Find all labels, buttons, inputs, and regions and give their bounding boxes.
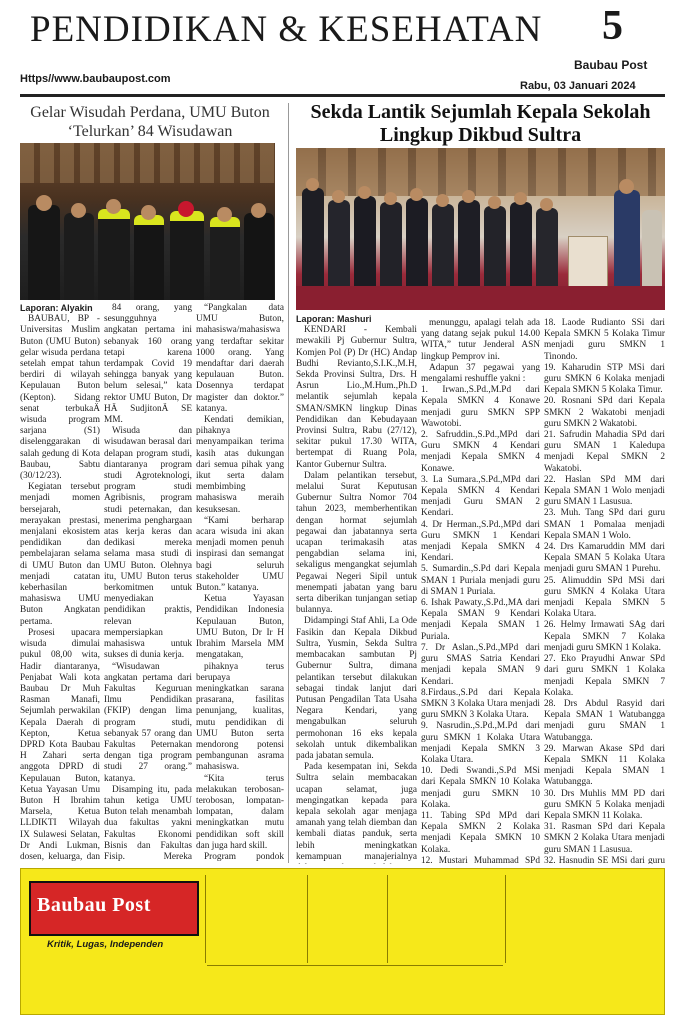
right-article-col-1 xyxy=(296,314,417,864)
right-article-col-3 xyxy=(544,318,665,864)
paragraph: Program pondok xyxy=(204,851,284,862)
paragraph: Disamping itu, pada tahun ketiga UMU Buton telah menambah dua fakultas yakni Fakultas Ekonomi Bisnis dan Fakultas Fisip. Mereka xyxy=(104,784,192,862)
list-item: 23. Muh. Tang SPd dari guru SMAN 1 Pomalaa menjadi Kepala SMAN 1 Wolo. xyxy=(544,508,665,541)
list-item: 9. Nasrudin.,S.Pd.,M.Pd dari guru SMKN 1 Kolaka Utara menjadi Kepala SMKN 3 Kolaka Utara. xyxy=(421,721,540,765)
paragraph: “Kami berharap acara wisuda ini akan menjadi momen penuh inspirasi dan semangat bagi seluruh stakeholder UMU Buton.” katanya. xyxy=(196,515,284,594)
section-title: PENDIDIKAN & KESEHATAN xyxy=(30,9,543,50)
paragraph: Adapun 37 pegawai yang mengalami reshuffle yakni : xyxy=(421,362,540,385)
list-item: 2. Safruddin.,S.Pd.,MPd dari Guru SMKN 4 Kendari menjadi Kepala SMKN 4 Konawe. xyxy=(421,430,540,474)
right-article-col-2 xyxy=(421,318,540,864)
divider xyxy=(505,875,506,963)
list-item: 32. Hasnudin SE MSi dari guru xyxy=(544,855,665,864)
left-article-col-2 xyxy=(104,303,192,863)
list-item: 20. Rosnani SPd dari Kepala SMKN 2 Wakatobi menjadi guru SMKN 2 Wakatobi. xyxy=(544,396,665,429)
list-item: 12. Mustari Muhammad SPd xyxy=(421,855,540,864)
paragraph: Wisuda dan wisudawan berasal dari delapan program studi, diantaranya program studi Agroteknologi, program studi Agribisnis, program studi peternakan, dan menerima penghargaan atas kerja keras dan dedikasi mereka selama masa studi di UMU Buton. Olehnya itu, UMU Buton terus berkomitmen untuk menyediakan pendidikan praktis, relevan mempersiapkan mahasiswa untuk sukses di dunia kerja. xyxy=(104,426,192,661)
list-item: 21. Safrudin Mahadia SPd dari guru SMAN 1 Kaledupa menjadi Kepal SMKN 2 Wakatobi. xyxy=(544,430,665,474)
paragraph: Pada kesempatan ini, Sekda Sultra selain membacakan ucapan selamat, juga mengingatkan kepada para kepala sekolah agar menjaga amanah yang telah diemban dan kembali diatas panduk, serta lebih meningkatkan kemampuan manajerialnya xyxy=(296,762,417,862)
right-headline: Sekda Lantik Sejumlah Kepala Sekolah Lingkup Dikbud Sultra xyxy=(310,101,651,146)
paragraph: “Pangkalan data UMU Buton, mahasiswa/mahasiswa yang terdaftar sekitar 1000 orang. Yang mendaftar dari daerah kepulauan Buton. Dosennya terdapat magister dan doktor.” katanya. xyxy=(196,303,284,414)
left-byline: Laporan: Alyakin xyxy=(20,303,93,313)
right-byline: Laporan: Mashuri xyxy=(296,314,372,324)
list-item: 1. Irwan.,S.Pd.,M.Pd dari Kepala SMKN 4 Konawe menjadi guru SMKN SPP Wawotobi. xyxy=(421,385,540,429)
list-item: 18. Laode Rudianto SSi dari Kepala SMKN 5 Kolaka Timur menjadi guru SMKN 1 Tinondo. xyxy=(544,318,665,362)
logo-text: Baubau Post xyxy=(37,894,151,916)
list-item: 11. Tabing SPd MPd dari Kepala SMKN 2 Kolaka menjadi Kepala SMKN 10 Kolaka. xyxy=(421,810,540,855)
list-item: 5. Sumardin.,S.Pd dari Kepala SMAN 1 Puriala menjadi guru di SMAN 1 Puriala. xyxy=(421,564,540,597)
masthead xyxy=(0,0,675,100)
divider xyxy=(205,875,206,963)
address-bar xyxy=(207,965,503,1009)
inauguration-photo xyxy=(296,148,665,310)
list-item: 29. Marwan Akase SPd dari Kepala SMKN 11 Kolaka menjadi Kepala SMAN 1 Watubangga. xyxy=(544,743,665,788)
paragraph: Prosesi upacara wisuda dimulai pukul 08,00 wita, Hadir diantaranya, Penjabat Wali kota Baubau Dr Muh Rasman Manafi, Sejumlah perwakilan Kepala Daerah di Kepton, Ketua DPRD Kota Baubau H Zahari serta anggota DPRD di Kepulauan Buton, Ketua Yayasan Umu Buton H Ibrahim Marsela, Ketua LLDIKTI Wilayah IX Sulawesi Selatan, Dr Andi Lukman, dosen, keluarga, dan xyxy=(20,627,100,862)
list-item: 22. Haslan SPd MM dari Kepala SMAN 1 Wolo menjadi guru SMAN 1 Lasusua. xyxy=(544,474,665,508)
podium xyxy=(568,236,608,292)
list-item: 28. Drs Abdul Rasyid dari Kepala SMAN 1 Watubangga menjadi guru SMAN 1 Watubangga. xyxy=(544,698,665,743)
paragraph: Kendati demikian, pihaknya menyampaikan terima kasih atas dukungan dari semua pihak yang ikut serta dalam membimbing mahasiswa meraih kesuksesan. xyxy=(196,415,284,515)
list-item: 24. Drs Kamaruddin MM dari Kepala SMAN 5 Kolaka Utara menjadi guru SMAN 1 Purehu. xyxy=(544,542,665,575)
paragraph: 84 orang, yang sesungguhnya angkatan pertama ini sebanyak 160 orang tetapi karena terdampak Covid 19 sehingga banyak yang belum selesai,” kata rektor UMU Buton, Dr HÄ SudjitonÄ SE MM. xyxy=(104,303,192,426)
paragraph: “Wisudawan angkatan pertama dari Fakultas Keguruan Ilmu Pendidikan (FKIP) dengan lima program studi, sebanyak 57 orang dan Fakultas Peternakan dengan tiga program studi 27 orang.” katanya. xyxy=(104,661,192,784)
graduation-photo xyxy=(20,143,275,300)
list-item: 26. Helmy Irmawati SAg dari Kepala SMKN 7 Kolaka menjadi guru SMKN 1 Kolaka. xyxy=(544,620,665,653)
left-headline: Gelar Wisudah Perdana, UMU Buton ‘Telurkan’ 84 Wisudawan xyxy=(30,104,270,140)
list-item: 27. Eko Prayudhi Anwar SPd dari guru SMKN 1 Kolaka menjadi Kepala SMKN 7 Kolaka. xyxy=(544,654,665,698)
paper-name: Baubau Post xyxy=(574,58,648,72)
list-item: 6. Ishak Pawaty.,S.Pd.,MA dari Kepala SMAN 9 Kendari menjadi Kepala SMAN 1 Puriala. xyxy=(421,598,540,642)
paragraph: Dalam pelantikan tersebut, melalui Surat Keputusan Gubernur Sultra Nomor 704 tahun 2023, memberhentikan dengan hormat sejumlah pegawai dan jabatannya serta ucapan terimakasih atas pengabdian selama ini, sekaligus mengangkat sejumlah Pegawai Negeri Sipil untuk menempati jabatan yang baru serta diberikan tunjangan setiap bulannya. xyxy=(296,470,417,616)
list-item: 8.Firdaus.,S.Pd dari Kepala SMKN 3 Kolaka Utara menjadi guru SMKN 3 Kolaka Utara. xyxy=(421,687,540,721)
column-divider xyxy=(288,103,289,863)
list-item: 10. Dedi Swandi.,S.Pd MSi dari Kepala SMKN 10 Kolaka menjadi guru SMKN 10 Kolaka. xyxy=(421,766,540,810)
list-item: 25. Alimuddin SPd MSi dari guru SMKN 4 Kolaka Utara menjadi Kepala SMKN 5 Kolaka Utara. xyxy=(544,575,665,620)
list-item: 3. La Sumara.,S.Pd.,MPd dari Kepala SMKN 4 Kendari menjadi Guru SMAN 2 Kendari. xyxy=(421,474,540,519)
divider xyxy=(307,875,308,963)
paragraph: Ketua Yayasan Pendidikan Indonesia Kepulauan Buton, UMU Buton, Dr Ir H Ibrahim Marsela MM mengatakan, xyxy=(196,594,284,661)
paragraph: menunggu, apalagi telah ada yang datang sejak pukul 14.00 WITA,” tutur Jenderal ASN lingkup Pemprov ini. xyxy=(421,318,540,362)
paragraph: Didampingi Staf Ahli, La Ode Fasikin dan Kepala Dikbud Sultra, Yusmin, Sekda Sultra membacakan sambutan Pj Gubernur Sultra, dimana pelantikan tersebut dilakukan sebagai tindak lanjut dari Putusan Pengadilan Tata Usaha Negara Kendari, yang mengabulkan seluruh permohonan 16 eks kepala sekolah untuk dikembalikan pada jabatan semula. xyxy=(296,616,417,761)
left-article-col-1 xyxy=(20,303,100,863)
list-item: 19. Kaharudin STP MSi dari guru SMKN 6 Kolaka menjadi Kepala SMKN 5 Kolaka Timur. xyxy=(544,362,665,396)
page-number: 5 xyxy=(602,3,623,49)
list-item: 30. Drs Muhlis MM PD dari guru SMKN 5 Kolaka menjadi Kepala SMKN 11 Kolaka. xyxy=(544,788,665,821)
paragraph: BAUBAU, BP - Universitas Muslim Buton (UMU Buton) gelar wisuda perdana setelah empat tahun berdiri di wilayah Kepulauan Buton (Kepton). Sidang senat terbukaÄ wisuda program sarjana (S1) diselenggarakan di salah gedung di Kota Baubau, Sabtu (30/12/23). xyxy=(20,314,100,482)
paper-tagline: Kritik, Lugas, Independen xyxy=(47,939,164,950)
list-item: 7. Dr Aslan.,S.Pd.,MPd dari guru SMAS Satria Kendari menjadi kepala SMAN 9 Kendari. xyxy=(421,642,540,687)
paper-logo xyxy=(29,881,199,936)
paragraph: Kegiatan tersebut menjadi momen bersejarah, merayakan prestasi, menjalani ekosistem pendidikan dan pembelajaran selama di UMU Buton dan menjadi catatan keberhasilan mahasiswa UMU Buton Angkatan pertama. xyxy=(20,482,100,627)
list-item: 4. Dr Herman.,S.Pd.,MPd dari Guru SMKN 1 Kendari menjadi Kepala SMKN 4 Kendari. xyxy=(421,519,540,564)
left-article-col-3 xyxy=(196,303,284,863)
website-link[interactable]: Https//www.baubaupost.com xyxy=(20,73,171,85)
paragraph: pihaknya terus berupaya meningkatkan sarana prasarana, fasilitas penunjang, kualitas, mutu pendidikan di UMU Buton serta mendorong potensi pembangunan asrama mahasiswa. xyxy=(196,661,284,773)
imprint-box xyxy=(20,868,665,1015)
paragraph: “Kita terus melakukan terobosan-terobosan, lompatan-lompatan, dalam meningkatkan mutu pendidikan soft skill dan juga hard skill. xyxy=(196,773,284,851)
paragraph: KENDARI - Kembali mewakili Pj Gubernur Sultra, Komjen Pol (P) Dr (HC) Andap Budhi Revianto,S.I.K.,M.H, Sekda Provinsi Sultra, Drs. H Asrun Lio.,M.Hum.,Ph.D melantik sejumlah kepala SMAN/SMKN lingkup Dinas Pendidikan dan Kebudayaan Provinsi Sultra, Rabu (27/12), sekitar pukul 17.30 WITA, bertempat di Ruang Pola, Kantor Gubernur Sultra. xyxy=(296,325,417,470)
issue-date: Rabu, 03 Januari 2024 xyxy=(520,80,636,92)
divider xyxy=(387,875,388,963)
list-item: 31. Rasman SPd dari Kepala SMKN 2 Kolaka Utara menjadi guru SMAN 1 Lasusua. xyxy=(544,822,665,855)
masthead-rule xyxy=(20,94,665,97)
